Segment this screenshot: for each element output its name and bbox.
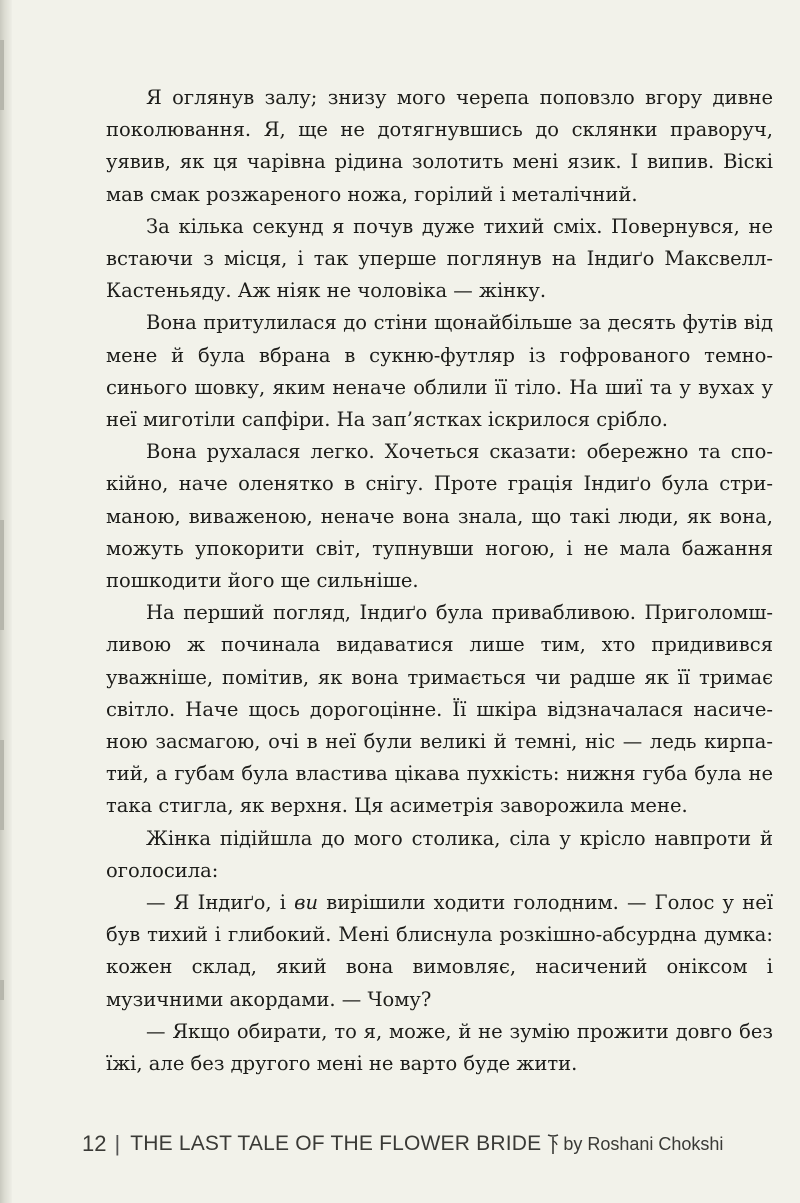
page-footer — [82, 1124, 723, 1164]
author-byline: by Roshani Chokshi — [563, 1133, 724, 1154]
dialogue-text: вирішили ходити голодним. — Голос у неї був тихий і глибокий. Мені блиснула розкішно-абсурдна думка: кожен склад, який вона вимовляє, насичений оніксом і музичними акордами. — Чому? — [106, 891, 773, 1011]
footer-separator: | — [114, 1131, 121, 1156]
flower-sprig-icon — [547, 1133, 559, 1155]
paragraph: За кілька секунд я почув дуже тихий сміх. Повернувся, не встаючи з місця, і так уперше поглянув на Індиґо Максвелл-Кастеньяду. Аж ніяк не чоловіка — жінку. — [106, 214, 773, 303]
paragraph: Вона рухалася легко. Хочеться сказати: обережно та спокійно, наче оленятко в снігу. Проте грація Індиґо була стриманою, виваженою, неначе вона знала, що такі люди, як вона, можуть упокорити світ, тупнувши ногою, і не мала бажання пошкодити його ще сильніше. — [106, 440, 773, 593]
page-spine-shadow — [0, 0, 12, 1203]
paragraph: На перший погляд, Індиґо була привабливою. Приголомшливою ж починала видаватися лише тим, хто придивився уважніше, помітив, як вона тримається чи радше як її тримає світло. Наче щось дорогоцінне. Її шкіра відзначалася насиченою засмагою, очі в неї були великі й темні, ніс — ледь кирпатий, а губам була властива цікава пухкість: нижня губа була не така стигла, як верхня. Ця асиметрія заворожила мене. — [106, 601, 773, 818]
page-number: 12 — [82, 1131, 107, 1156]
emphasized-word: ви — [294, 891, 319, 915]
paragraph: Жінка підійшла до мого столика, сіла у крісло навпроти й оголосила: — [106, 826, 773, 882]
dialogue-paragraph — [106, 887, 773, 1016]
spine-mark — [0, 740, 4, 830]
running-book-title: THE LAST TALE OF THE FLOWER BRIDE — [130, 1132, 542, 1155]
paragraph: Я оглянув залу; знизу мого черепа поповзло вгору дивне поколювання. Я, ще не дотягнувшись до склянки праворуч, уявив, як ця чарівна рідина золотить мені язик. І випив. Віскі мав смак розжареного ножа, горілий і металічний. — [106, 86, 773, 206]
spine-mark — [0, 980, 4, 1000]
spine-mark — [0, 40, 4, 110]
dialogue-text: — Я Індиґо, і — [146, 891, 295, 915]
paragraph: Вона притулилася до стіни щонайбільше за десять футів від мене й була вбрана в сукню-футляр із гофрованого темно-синього шовку, яким неначе облили її тіло. На шиї та у вухах у неї миготіли сапфіри. На зап’ястках іскрилося срібло. — [106, 311, 773, 432]
spine-mark — [0, 520, 4, 630]
dialogue-paragraph: — Якщо обирати, то я, може, й не зумію прожити довго без їжі, але без другого мені не варто буде жити. — [106, 1019, 773, 1076]
body-text — [106, 82, 773, 1080]
